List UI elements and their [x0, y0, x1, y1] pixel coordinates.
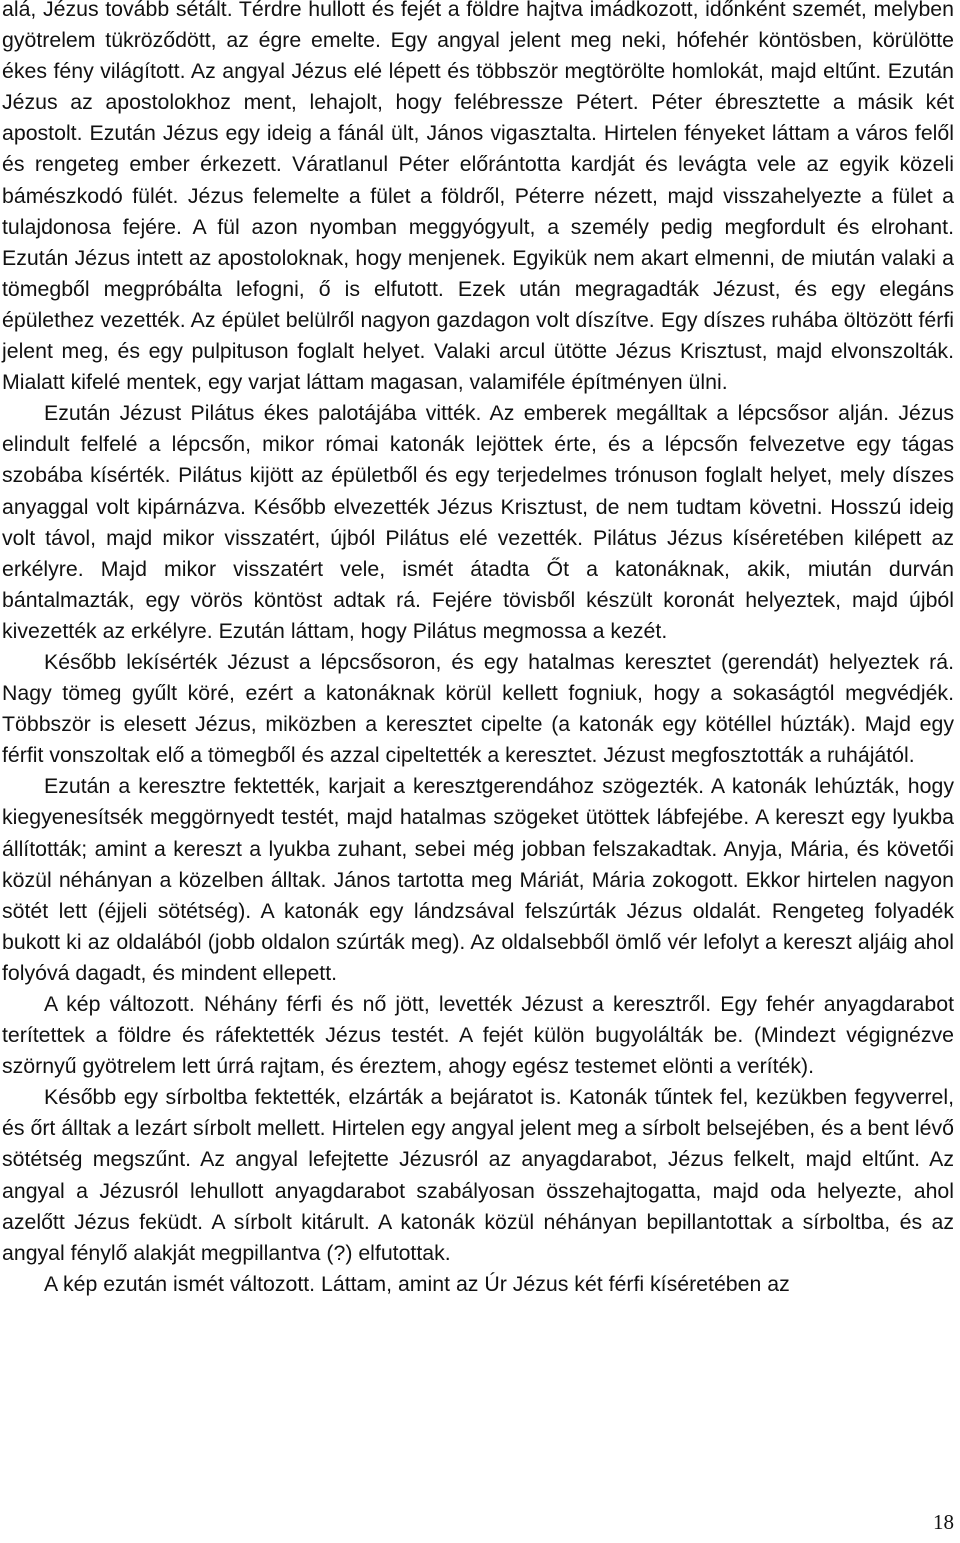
body-text	[2, 0, 954, 1300]
paragraph-5: A kép változott. Néhány férfi és nő jött, levették Jézust a keresztről. Egy fehér anyagdarabot terítettek a földre és ráfektették Jézus testét. A fejét külön bugyolálták be. (Mindezt végignézve szörnyű gyötrelem lett úrrá rajtam, és éreztem, ahogy egész testemet elönti a veríték).	[2, 992, 954, 1079]
page-number: 18	[933, 1510, 954, 1534]
paragraph-2: Ezután Jézust Pilátus ékes palotájába vitték. Az emberek megálltak a lépcsősor alján. Jézus elindult felfelé a lépcsőn, mikor római katonák lejöttek érte, és a lépcsőn felvezetve egy tágas szobába kísérték. Pilátus kijött az épületből és egy terjedelmes trónuson foglalt helyet, mely díszes anyaggal volt kipárnázva. Később elvezették Jézus Krisztust, de nem tudtam követni. Hosszú ideig volt távol, majd mikor visszatért, újból Pilátus elé vezették. Pilátus Jézus kíséretében kilépett az erkélyre. Majd mikor visszatért vele, ismét átadta Őt a katonáknak, akik, miután durván bántalmazták, egy vörös köntöst adtak rá. Fejére tövisből készült koronát helyeztek, majd újból kivezették az erkélyre. Ezután láttam, hogy Pilátus megmossa a kezét.	[2, 401, 954, 643]
paragraph-6: Később egy sírboltba fektették, elzárták a bejáratot is. Katonák tűntek fel, kezükben fegyverrel, és őrt álltak a lezárt sírbolt mellett. Hirtelen egy angyal jelent meg a sírbolt belsejében, és a bent lévő sötétség megszűnt. Az angyal lefejtette Jézusról az anyagdarabot, Jézus felkelt, majd eltűnt. Az angyal a Jézusról lehullott anyagdarabot szabályosan összehajtogatta, majd oda helyezte, ahol azelőtt Jézus feküdt. A sírbolt kitárult. A katonák közül néhányan bepillantottak a sírboltba, és az angyal fénylő alakját megpillantva (?) elfutottak.	[2, 1085, 954, 1265]
paragraph-3: Később lekísérték Jézust a lépcsősoron, és egy hatalmas keresztet (gerendát) helyeztek rá. Nagy tömeg gyűlt köré, ezért a katonáknak körül kellett fogniuk, hogy a sokaságtól megvédjék. Többször is elesett Jézus, miközben a keresztet cipelte (a katonák egy kötéllel húzták). Majd egy férfit vonszoltak elő a tömegből és azzal cipeltették a keresztet. Jézust megfosztották a ruhájától.	[2, 649, 954, 768]
paragraph-1: alá, Jézus tovább sétált. Térdre hullott és fejét a földre hajtva imádkozott, időnként szemét, melyben gyötrelem tükröződött, az égre emelte. Egy angyal jelent meg neki, hófehér köntösben, körülötte ékes fény világított. Az angyal Jézus elé lépett és többször megtörölte homlokát, majd eltűnt. Ezután Jézus az apostolokhoz ment, lehajolt, hogy felébressze Pétert. Péter ébresztette a másik két apostolt. Ezután Jézus egy ideig a fánál ült, János vigasztalta. Hirtelen fényeket láttam a város felől és rengeteg ember érkezett. Váratlanul Péter előrántotta kardját és levágta vele az egyik közeli bámészkodó fülét. Jézus felemelte a fület a földről, Péterre nézett, majd visszahelyezte a fület a tulajdonosa fejére. A fül azon nyomban meggyógyult, a személy pedig megfordult és elrohant. Ezután Jézus intett az apostoloknak, hogy menjenek. Egyikük nem akart elmenni, de miután valaki a tömegből megpróbálta lefogni, ő is elfutott. Ezek után megragadták Jézust, és egy elegáns épülethez vezették. Az épület belülről nagyon gazdagon volt díszítve. Egy díszes ruhába öltözött férfi jelent meg, és egy pulpituson foglalt helyet. Valaki arcul ütötte Jézus Krisztust, majd elvonszolták. Mialatt kifelé mentek, egy varjat láttam magasan, valamiféle építményen ülni.	[2, 0, 954, 395]
paragraph-7: A kép ezután ismét változott. Láttam, amint az Úr Jézus két férfi kíséretében az	[44, 1271, 790, 1296]
paragraph-4: Ezután a keresztre fektették, karjait a keresztgerendához szögezték. A katonák lehúzták, hogy kiegyenesítsék meggörnyedt testét, majd hatalmas szögeket ütöttek lábfejébe. A kereszt egy lyukba állították; amint a kereszt a lyukba zuhant, sebei még jobban felszakadtak. Anyja, Mária, és követői közül néhányan a közelben álltak. János tartotta meg Máriát, Mária zokogott. Ekkor hirtelen nagyon sötét lett (éjjeli sötétség). A katonák egy lándzsával felszúrták Jézus oldalát. Rengeteg folyadék bukott ki az oldalából (jobb oldalon szúrták meg). Az oldalsebből ömlő vér lefolyt a kereszt aljáig ahol folyóvá dagadt, és mindent ellepett.	[2, 774, 954, 985]
